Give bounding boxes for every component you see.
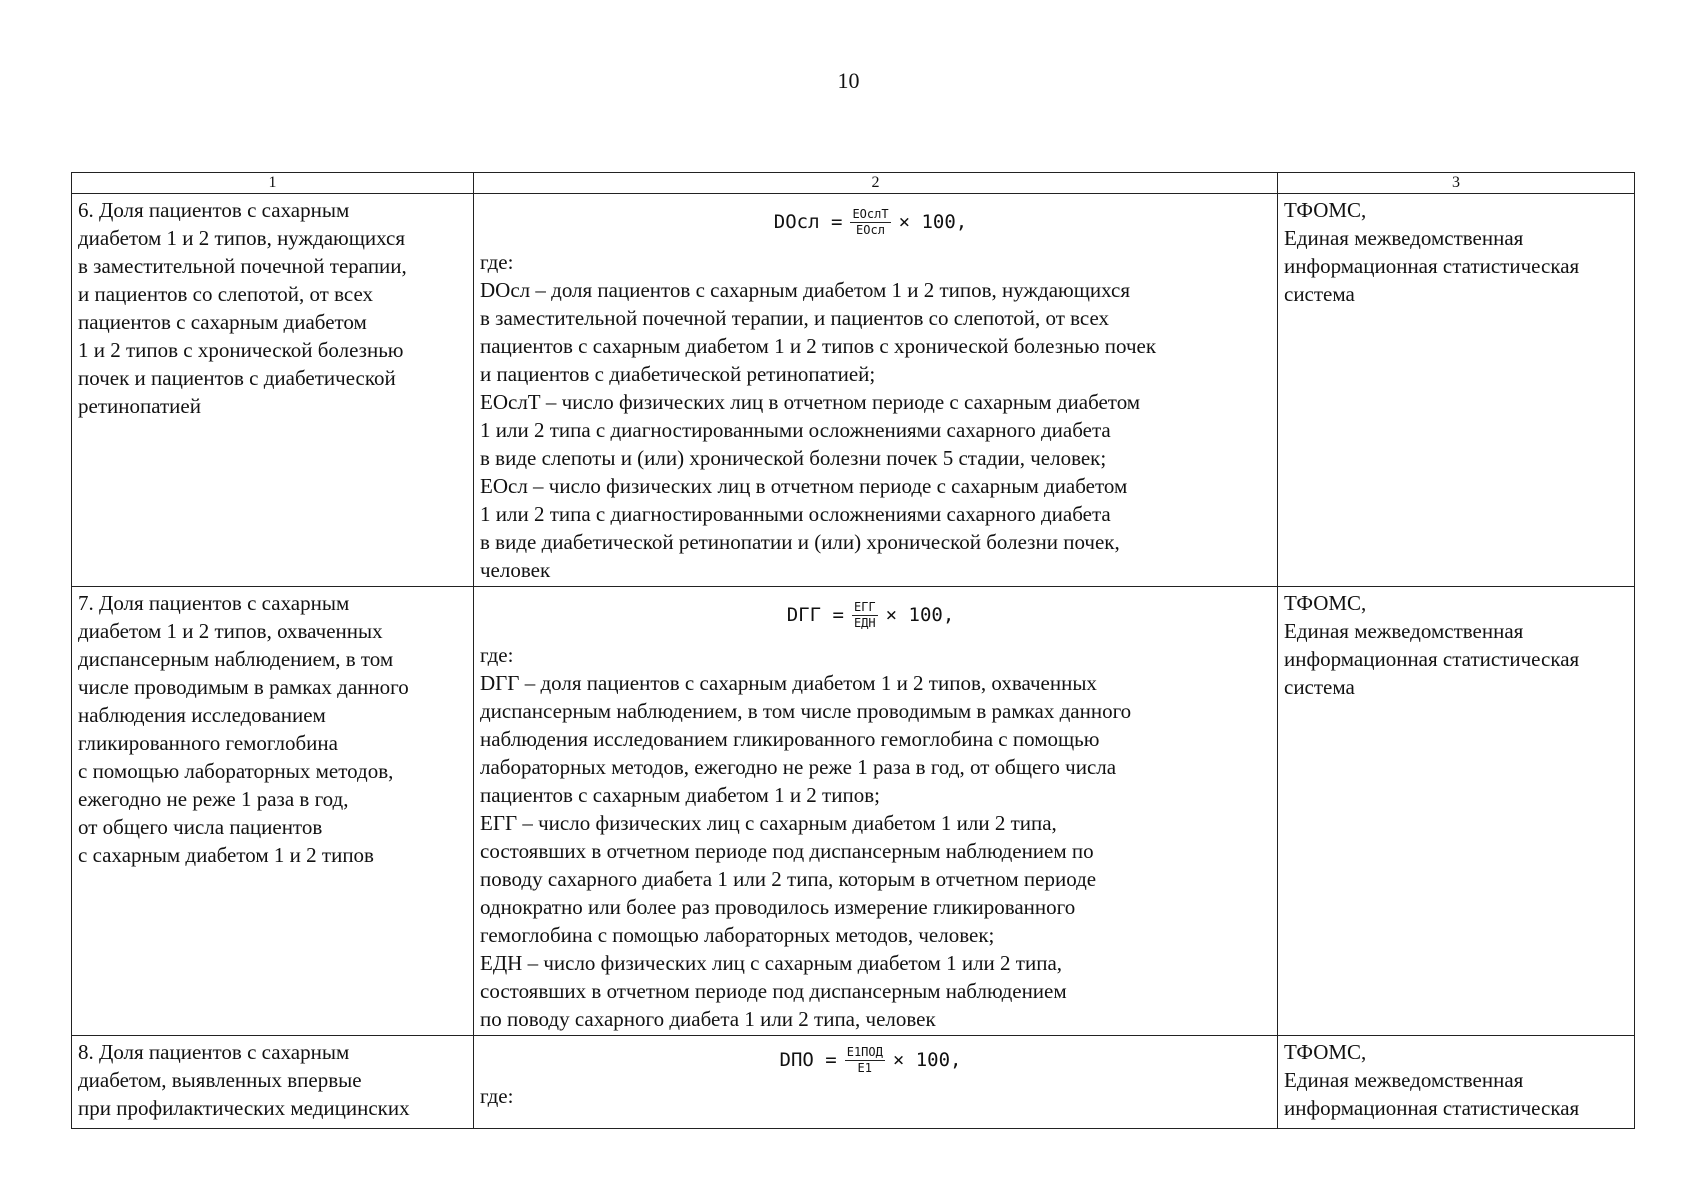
text-line: состоявших в отчетном периоде под диспансерным наблюдением (480, 979, 1067, 1003)
text-line: в заместительной почечной терапии, (78, 254, 407, 278)
text-line: с сахарным диабетом 1 и 2 типов (78, 843, 374, 867)
text-line: информационная статистическая (1284, 1096, 1580, 1120)
table-row (72, 194, 1635, 587)
data-source-cell (1278, 1036, 1635, 1129)
text-line: 7. Доля пациентов с сахарным (78, 591, 350, 615)
text-line: по поводу сахарного диабета 1 или 2 типа, человек (480, 1007, 936, 1031)
table-header-row (72, 173, 1635, 194)
cell-content (78, 1038, 467, 1126)
text-line: система (1284, 282, 1355, 306)
formula-numerator: E1ПОД (846, 1044, 883, 1059)
text-line: пациентов с сахарным диабетом 1 и 2 типов с хронической болезнью почек (480, 334, 1157, 358)
text-line: 8. Доля пациентов с сахарным (78, 1040, 350, 1064)
formula-numerator: EГГ (853, 599, 876, 614)
indicator-name-cell (72, 194, 474, 587)
column-number-2: 2 (474, 173, 1278, 194)
text-line: при профилактических медицинских (78, 1096, 410, 1120)
data-source-cell (1278, 587, 1635, 1036)
text-line: почек и пациентов с диабетической (78, 366, 396, 390)
text-line: Единая межведомственная (1284, 226, 1524, 250)
text-line: гемоглобина с помощью лабораторных методов, человек; (480, 923, 995, 947)
formula-rhs: × 100, (885, 604, 955, 626)
text-line: состоявших в отчетном периоде под диспансерным наблюдением по (480, 839, 1094, 863)
formula (480, 1038, 1271, 1082)
text-line: диабетом 1 и 2 типов, охваченных (78, 619, 383, 643)
formula-fraction (850, 207, 890, 238)
text-line: ЕОсл – число физических лиц в отчетном периоде с сахарным диабетом (480, 474, 1128, 498)
indicator-table (71, 172, 1635, 1129)
text-line: информационная статистическая (1284, 254, 1580, 278)
formula-denominator: E1 (857, 1060, 872, 1075)
text-line: ретинопатией (78, 394, 201, 418)
text-line: и пациентов со слепотой, от всех (78, 282, 374, 306)
table-row (72, 587, 1635, 1036)
text-line: и пациентов с диабетической ретинопатией; (480, 362, 876, 386)
page-number: 10 (837, 68, 860, 93)
text-line: DOсл – доля пациентов с сахарным диабетом 1 и 2 типов, нуждающихся (480, 278, 1131, 302)
formula (480, 589, 1271, 641)
text-line: DГГ – доля пациентов с сахарным диабетом 1 и 2 типов, охваченных (480, 671, 1097, 695)
text-line: где: (480, 1084, 514, 1108)
indicator-name-cell (72, 1036, 474, 1129)
text-line: поводу сахарного диабета 1 или 2 типа, которым в отчетном периоде (480, 867, 1097, 891)
text-line: ТФОМС, (1284, 198, 1367, 222)
cell-content (1284, 1038, 1628, 1126)
formula-rhs: × 100, (892, 1049, 962, 1071)
text-line: человек (480, 558, 551, 582)
text-line: пациентов с сахарным диабетом 1 и 2 типов; (480, 783, 880, 807)
text-line: наблюдения исследованием гликированного гемоглобина с помощью (480, 727, 1100, 751)
text-line: ЕДН – число физических лиц с сахарным диабетом 1 или 2 типа, (480, 951, 1063, 975)
text-line: наблюдения исследованием (78, 703, 326, 727)
formula-lhs: DПО = (779, 1049, 837, 1071)
data-source-cell (1278, 194, 1635, 587)
text-line: ежегодно не реже 1 раза в год, (78, 787, 349, 811)
column-number-1: 1 (72, 173, 474, 194)
text-line: 1 и 2 типов с хронической болезнью (78, 338, 404, 362)
text-line: числе проводимым в рамках данного (78, 675, 409, 699)
formula-lhs: DOсл = (773, 211, 843, 233)
column-number-3: 3 (1278, 173, 1635, 194)
text-line: однократно или более раз проводилось измерение гликированного (480, 895, 1076, 919)
text-line: информационная статистическая (1284, 647, 1580, 671)
formula-fraction (845, 1045, 885, 1076)
text-line: диспансерным наблюдением, в том (78, 647, 394, 671)
text-line: от общего числа пациентов (78, 815, 323, 839)
formula-denominator: EOсл (856, 222, 885, 237)
text-line: в заместительной почечной терапии, и пациентов со слепотой, от всех (480, 306, 1110, 330)
text-line: пациентов с сахарным диабетом (78, 310, 367, 334)
formula-denominator: EДН (853, 615, 876, 630)
calculation-method-cell (474, 194, 1278, 587)
formula-numerator: EOслT (852, 206, 889, 221)
text-line: лабораторных методов, ежегодно не реже 1 раза в год, от общего числа (480, 755, 1117, 779)
text-line: ТФОМС, (1284, 1040, 1367, 1064)
indicator-name-cell (72, 587, 474, 1036)
text-line: 1 или 2 типа с диагностированными осложнениями сахарного диабета (480, 502, 1111, 526)
cell-content (480, 1038, 1271, 1126)
text-line: Единая межведомственная (1284, 1068, 1524, 1092)
text-line: ЕГГ – число физических лиц с сахарным диабетом 1 или 2 типа, (480, 811, 1057, 835)
text-line: диспансерным наблюдением, в том числе проводимым в рамках данного (480, 699, 1132, 723)
text-line: гликированного гемоглобина (78, 731, 338, 755)
formula-rhs: × 100, (898, 211, 968, 233)
text-line: ТФОМС, (1284, 591, 1367, 615)
text-line: диабетом, выявленных впервые (78, 1068, 362, 1092)
text-line: где: (480, 643, 514, 667)
text-line: диабетом 1 и 2 типов, нуждающихся (78, 226, 406, 250)
text-line: в виде диабетической ретинопатии и (или) хронической болезни почек, (480, 530, 1120, 554)
formula-fraction (852, 600, 878, 631)
text-line: система (1284, 675, 1355, 699)
text-line: ЕОслТ – число физических лиц в отчетном периоде с сахарным диабетом (480, 390, 1141, 414)
formula (480, 196, 1271, 248)
text-line: с помощью лабораторных методов, (78, 759, 394, 783)
formula-lhs: DГГ = (786, 604, 844, 626)
calculation-method-cell (474, 1036, 1278, 1129)
text-line: в виде слепоты и (или) хронической болезни почек 5 стадии, человек; (480, 446, 1107, 470)
text-line: Единая межведомственная (1284, 619, 1524, 643)
text-line: 6. Доля пациентов с сахарным (78, 198, 350, 222)
calculation-method-cell (474, 587, 1278, 1036)
table-row (72, 1036, 1635, 1129)
text-line: где: (480, 250, 514, 274)
text-line: 1 или 2 типа с диагностированными осложнениями сахарного диабета (480, 418, 1111, 442)
